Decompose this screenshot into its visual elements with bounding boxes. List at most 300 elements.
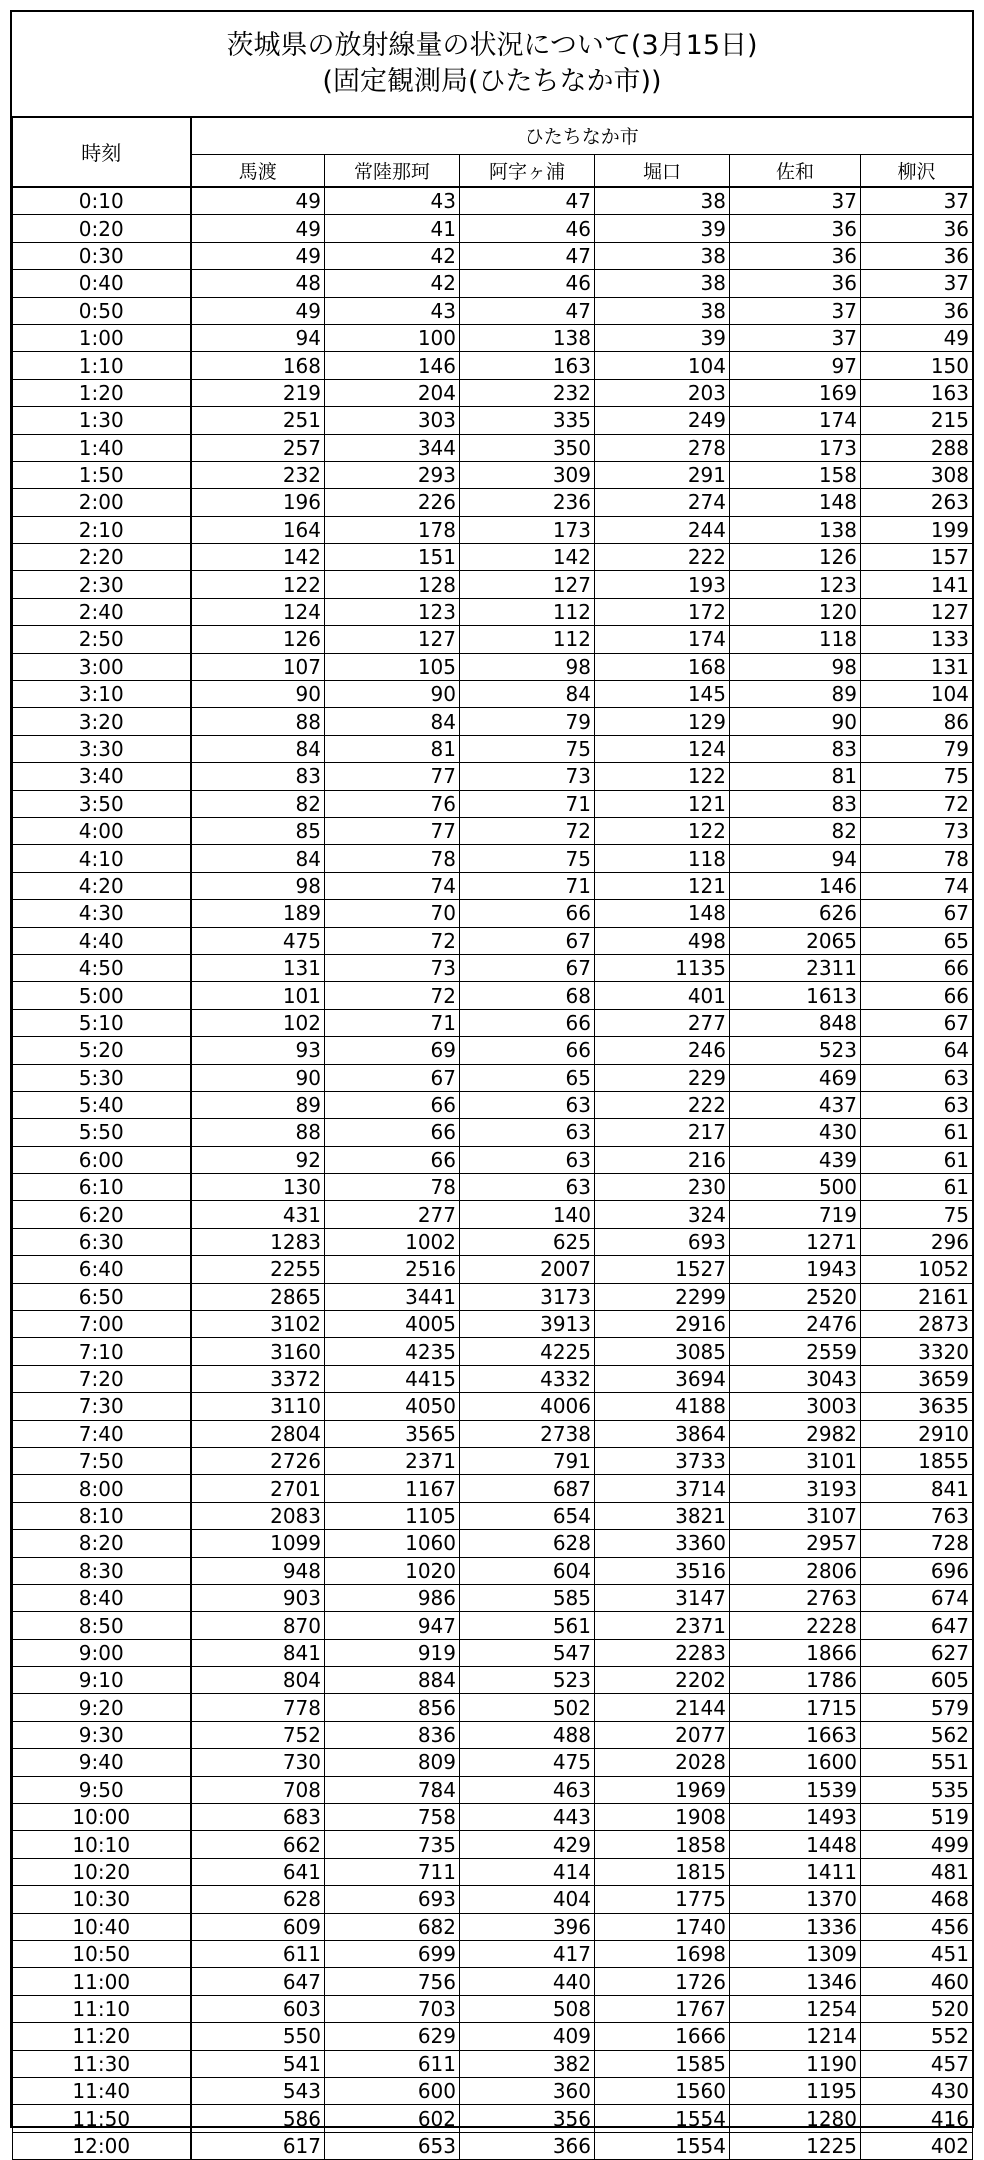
value-cell: 4050 (325, 1393, 460, 1420)
value-cell: 2202 (595, 1667, 730, 1694)
table-row (13, 1749, 973, 1776)
time-cell: 11:40 (13, 2077, 191, 2104)
value-cell: 118 (730, 626, 861, 653)
value-cell: 90 (730, 708, 861, 735)
value-cell: 1336 (730, 1913, 861, 1940)
value-cell: 547 (460, 1639, 595, 1666)
time-cell: 10:20 (13, 1858, 191, 1885)
table-row (13, 1584, 973, 1611)
value-cell: 3864 (595, 1420, 730, 1447)
value-cell: 1726 (595, 1968, 730, 1995)
value-cell: 2559 (730, 1338, 861, 1365)
value-cell: 629 (325, 2023, 460, 2050)
time-cell: 2:10 (13, 516, 191, 543)
time-cell: 3:40 (13, 763, 191, 790)
value-cell: 1815 (595, 1858, 730, 1885)
table-row (13, 1447, 973, 1474)
value-cell: 1613 (730, 982, 861, 1009)
value-cell: 682 (325, 1913, 460, 1940)
value-cell: 475 (460, 1749, 595, 1776)
value-cell: 42 (325, 242, 460, 269)
value-cell: 219 (191, 379, 325, 406)
value-cell: 38 (595, 297, 730, 324)
value-cell: 112 (460, 598, 595, 625)
time-cell: 4:10 (13, 845, 191, 872)
value-cell: 293 (325, 461, 460, 488)
value-cell: 2916 (595, 1311, 730, 1338)
value-cell: 778 (191, 1694, 325, 1721)
value-cell: 36 (861, 242, 973, 269)
value-cell: 653 (325, 2132, 460, 2159)
value-cell: 585 (460, 1584, 595, 1611)
table-row (13, 379, 973, 406)
value-cell: 1943 (730, 1256, 861, 1283)
value-cell: 457 (861, 2050, 973, 2077)
value-cell: 49 (191, 297, 325, 324)
value-cell: 61 (861, 1174, 973, 1201)
value-cell: 1280 (730, 2105, 861, 2132)
station-header: 柳沢 (861, 155, 973, 188)
table-row (13, 407, 973, 434)
value-cell: 47 (460, 242, 595, 269)
value-cell: 193 (595, 571, 730, 598)
value-cell: 2957 (730, 1530, 861, 1557)
value-cell: 71 (460, 872, 595, 899)
value-cell: 2476 (730, 1311, 861, 1338)
table-row (13, 817, 973, 844)
value-cell: 203 (595, 379, 730, 406)
value-cell: 3085 (595, 1338, 730, 1365)
value-cell: 72 (861, 790, 973, 817)
table-row (13, 1502, 973, 1529)
value-cell: 47 (460, 297, 595, 324)
table-row (13, 954, 973, 981)
value-cell: 178 (325, 516, 460, 543)
time-cell: 10:10 (13, 1831, 191, 1858)
value-cell: 74 (325, 872, 460, 899)
value-cell: 1858 (595, 1831, 730, 1858)
value-cell: 687 (460, 1475, 595, 1502)
value-cell: 324 (595, 1201, 730, 1228)
time-cell: 11:00 (13, 1968, 191, 1995)
time-cell: 7:50 (13, 1447, 191, 1474)
value-cell: 76 (325, 790, 460, 817)
value-cell: 3441 (325, 1283, 460, 1310)
value-cell: 131 (191, 954, 325, 981)
value-cell: 693 (325, 1886, 460, 1913)
value-cell: 118 (595, 845, 730, 872)
value-cell: 3565 (325, 1420, 460, 1447)
value-cell: 277 (325, 1201, 460, 1228)
value-cell: 1002 (325, 1228, 460, 1255)
value-cell: 856 (325, 1694, 460, 1721)
value-cell: 79 (861, 735, 973, 762)
radiation-table (12, 116, 973, 2160)
value-cell: 49 (191, 242, 325, 269)
value-cell: 1786 (730, 1667, 861, 1694)
value-cell: 1715 (730, 1694, 861, 1721)
table-row (13, 1420, 973, 1447)
value-cell: 61 (861, 1146, 973, 1173)
table-row (13, 790, 973, 817)
time-cell: 9:00 (13, 1639, 191, 1666)
value-cell: 146 (730, 872, 861, 899)
value-cell: 551 (861, 1749, 973, 1776)
value-cell: 1448 (730, 1831, 861, 1858)
value-cell: 654 (460, 1502, 595, 1529)
value-cell: 3659 (861, 1365, 973, 1392)
table-row (13, 1091, 973, 1118)
value-cell: 2804 (191, 1420, 325, 1447)
value-cell: 83 (730, 790, 861, 817)
value-cell: 683 (191, 1804, 325, 1831)
time-cell: 10:40 (13, 1913, 191, 1940)
value-cell: 49 (191, 187, 325, 215)
table-row (13, 2050, 973, 2077)
value-cell: 2161 (861, 1283, 973, 1310)
value-cell: 124 (595, 735, 730, 762)
value-cell: 848 (730, 1009, 861, 1036)
value-cell: 163 (861, 379, 973, 406)
value-cell: 841 (191, 1639, 325, 1666)
value-cell: 1560 (595, 2077, 730, 2104)
value-cell: 89 (191, 1091, 325, 1118)
value-cell: 2738 (460, 1420, 595, 1447)
title-box (12, 12, 972, 118)
value-cell: 81 (730, 763, 861, 790)
table-row (13, 544, 973, 571)
value-cell: 500 (730, 1174, 861, 1201)
value-cell: 730 (191, 1749, 325, 1776)
value-cell: 1740 (595, 1913, 730, 1940)
value-cell: 38 (595, 270, 730, 297)
value-cell: 1539 (730, 1776, 861, 1803)
value-cell: 84 (460, 681, 595, 708)
table-row (13, 324, 973, 351)
value-cell: 196 (191, 489, 325, 516)
value-cell: 73 (325, 954, 460, 981)
table-row (13, 571, 973, 598)
value-cell: 1225 (730, 2132, 861, 2159)
table-row (13, 1886, 973, 1913)
value-cell: 1411 (730, 1858, 861, 1885)
value-cell: 38 (595, 187, 730, 215)
time-cell: 0:20 (13, 215, 191, 242)
table-row (13, 2023, 973, 2050)
value-cell: 127 (861, 598, 973, 625)
value-cell: 2910 (861, 1420, 973, 1447)
value-cell: 1195 (730, 2077, 861, 2104)
value-cell: 128 (325, 571, 460, 598)
value-cell: 148 (595, 900, 730, 927)
value-cell: 146 (325, 352, 460, 379)
time-cell: 8:00 (13, 1475, 191, 1502)
value-cell: 344 (325, 434, 460, 461)
value-cell: 37 (861, 270, 973, 297)
value-cell: 47 (460, 187, 595, 215)
value-cell: 463 (460, 1776, 595, 1803)
time-cell: 7:20 (13, 1365, 191, 1392)
value-cell: 396 (460, 1913, 595, 1940)
value-cell: 3102 (191, 1311, 325, 1338)
time-cell: 8:50 (13, 1612, 191, 1639)
value-cell: 626 (730, 900, 861, 927)
value-cell: 174 (595, 626, 730, 653)
value-cell: 90 (191, 1064, 325, 1091)
value-cell: 84 (325, 708, 460, 735)
value-cell: 3733 (595, 1447, 730, 1474)
time-cell: 8:40 (13, 1584, 191, 1611)
value-cell: 2865 (191, 1283, 325, 1310)
value-cell: 148 (730, 489, 861, 516)
value-cell: 67 (861, 1009, 973, 1036)
table-row (13, 1667, 973, 1694)
value-cell: 488 (460, 1721, 595, 1748)
time-cell: 11:50 (13, 2105, 191, 2132)
value-cell: 791 (460, 1447, 595, 1474)
value-cell: 94 (191, 324, 325, 351)
value-cell: 78 (861, 845, 973, 872)
value-cell: 4188 (595, 1393, 730, 1420)
table-row (13, 1256, 973, 1283)
value-cell: 36 (730, 270, 861, 297)
city-group-header: ひたちなか市 (191, 117, 973, 155)
value-cell: 696 (861, 1557, 973, 1584)
value-cell: 603 (191, 1995, 325, 2022)
value-cell: 1309 (730, 1941, 861, 1968)
time-cell: 2:30 (13, 571, 191, 598)
value-cell: 63 (460, 1174, 595, 1201)
value-cell: 693 (595, 1228, 730, 1255)
table-row (13, 982, 973, 1009)
value-cell: 3372 (191, 1365, 325, 1392)
value-cell: 71 (325, 1009, 460, 1036)
value-cell: 404 (460, 1886, 595, 1913)
station-header: 阿字ヶ浦 (460, 155, 595, 188)
value-cell: 1271 (730, 1228, 861, 1255)
value-cell: 3360 (595, 1530, 730, 1557)
title-line-2: (固定観測局(ひたちなか市)) (322, 66, 662, 97)
value-cell: 366 (460, 2132, 595, 2159)
value-cell: 41 (325, 215, 460, 242)
time-cell: 5:10 (13, 1009, 191, 1036)
value-cell: 65 (460, 1064, 595, 1091)
value-cell: 4332 (460, 1365, 595, 1392)
value-cell: 70 (325, 900, 460, 927)
value-cell: 4225 (460, 1338, 595, 1365)
value-cell: 66 (861, 982, 973, 1009)
time-cell: 6:30 (13, 1228, 191, 1255)
value-cell: 611 (191, 1941, 325, 1968)
value-cell: 752 (191, 1721, 325, 1748)
value-cell: 350 (460, 434, 595, 461)
value-cell: 605 (861, 1667, 973, 1694)
table-row (13, 598, 973, 625)
value-cell: 579 (861, 1694, 973, 1721)
time-cell: 9:10 (13, 1667, 191, 1694)
table-row (13, 708, 973, 735)
value-cell: 1190 (730, 2050, 861, 2077)
value-cell: 2516 (325, 1256, 460, 1283)
value-cell: 3003 (730, 1393, 861, 1420)
table-row (13, 845, 973, 872)
value-cell: 430 (730, 1119, 861, 1146)
time-cell: 3:30 (13, 735, 191, 762)
value-cell: 431 (191, 1201, 325, 1228)
value-cell: 1214 (730, 2023, 861, 2050)
value-cell: 3635 (861, 1393, 973, 1420)
table-row (13, 1009, 973, 1036)
value-cell: 1775 (595, 1886, 730, 1913)
value-cell: 2311 (730, 954, 861, 981)
value-cell: 121 (595, 872, 730, 899)
value-cell: 1254 (730, 1995, 861, 2022)
time-cell: 1:40 (13, 434, 191, 461)
time-cell: 4:30 (13, 900, 191, 927)
table-row (13, 1694, 973, 1721)
value-cell: 2283 (595, 1639, 730, 1666)
value-cell: 674 (861, 1584, 973, 1611)
value-cell: 63 (460, 1091, 595, 1118)
time-cell: 7:30 (13, 1393, 191, 1420)
value-cell: 97 (730, 352, 861, 379)
value-cell: 604 (460, 1557, 595, 1584)
value-cell: 2228 (730, 1612, 861, 1639)
value-cell: 92 (191, 1146, 325, 1173)
value-cell: 63 (460, 1119, 595, 1146)
value-cell: 48 (191, 270, 325, 297)
value-cell: 443 (460, 1804, 595, 1831)
value-cell: 552 (861, 2023, 973, 2050)
value-cell: 37 (730, 324, 861, 351)
time-cell: 0:30 (13, 242, 191, 269)
value-cell: 130 (191, 1174, 325, 1201)
value-cell: 127 (325, 626, 460, 653)
value-cell: 65 (861, 927, 973, 954)
table-row (13, 1941, 973, 1968)
table-row (13, 2105, 973, 2132)
table-row (13, 1831, 973, 1858)
value-cell: 189 (191, 900, 325, 927)
value-cell: 84 (191, 845, 325, 872)
value-cell: 543 (191, 2077, 325, 2104)
value-cell: 335 (460, 407, 595, 434)
value-cell: 222 (595, 544, 730, 571)
value-cell: 3107 (730, 1502, 861, 1529)
value-cell: 232 (460, 379, 595, 406)
time-cell: 0:10 (13, 187, 191, 215)
value-cell: 1527 (595, 1256, 730, 1283)
value-cell: 2763 (730, 1584, 861, 1611)
table-row (13, 242, 973, 269)
value-cell: 2726 (191, 1447, 325, 1474)
value-cell: 4005 (325, 1311, 460, 1338)
value-cell: 88 (191, 708, 325, 735)
time-cell: 0:40 (13, 270, 191, 297)
time-cell: 10:50 (13, 1941, 191, 1968)
value-cell: 83 (730, 735, 861, 762)
value-cell: 562 (861, 1721, 973, 1748)
value-cell: 3913 (460, 1311, 595, 1338)
value-cell: 73 (460, 763, 595, 790)
value-cell: 104 (595, 352, 730, 379)
value-cell: 1908 (595, 1804, 730, 1831)
time-cell: 1:10 (13, 352, 191, 379)
value-cell: 75 (460, 845, 595, 872)
value-cell: 67 (460, 927, 595, 954)
table-row (13, 735, 973, 762)
value-cell: 102 (191, 1009, 325, 1036)
table-row (13, 1119, 973, 1146)
table-row (13, 1721, 973, 1748)
value-cell: 37 (730, 187, 861, 215)
value-cell: 93 (191, 1037, 325, 1064)
value-cell: 79 (460, 708, 595, 735)
value-cell: 75 (861, 1201, 973, 1228)
value-cell: 1020 (325, 1557, 460, 1584)
time-cell: 2:50 (13, 626, 191, 653)
value-cell: 291 (595, 461, 730, 488)
value-cell: 3516 (595, 1557, 730, 1584)
value-cell: 236 (460, 489, 595, 516)
value-cell: 78 (325, 845, 460, 872)
value-cell: 628 (191, 1886, 325, 1913)
table-row (13, 1557, 973, 1584)
value-cell: 3173 (460, 1283, 595, 1310)
value-cell: 66 (460, 900, 595, 927)
value-cell: 708 (191, 1776, 325, 1803)
value-cell: 122 (595, 817, 730, 844)
station-header: 堀口 (595, 155, 730, 188)
table-row (13, 1365, 973, 1392)
value-cell: 602 (325, 2105, 460, 2132)
value-cell: 46 (460, 215, 595, 242)
value-cell: 703 (325, 1995, 460, 2022)
value-cell: 39 (595, 215, 730, 242)
table-row (13, 297, 973, 324)
table-row (13, 1228, 973, 1255)
time-cell: 1:20 (13, 379, 191, 406)
value-cell: 2028 (595, 1749, 730, 1776)
table-row (13, 2077, 973, 2104)
value-cell: 2873 (861, 1311, 973, 1338)
value-cell: 884 (325, 1667, 460, 1694)
table-row (13, 1064, 973, 1091)
value-cell: 356 (460, 2105, 595, 2132)
value-cell: 36 (861, 215, 973, 242)
table-row (13, 270, 973, 297)
value-cell: 82 (191, 790, 325, 817)
value-cell: 1167 (325, 1475, 460, 1502)
value-cell: 735 (325, 1831, 460, 1858)
value-cell: 66 (325, 1119, 460, 1146)
value-cell: 600 (325, 2077, 460, 2104)
value-cell: 2255 (191, 1256, 325, 1283)
value-cell: 67 (861, 900, 973, 927)
value-cell: 75 (861, 763, 973, 790)
value-cell: 63 (861, 1091, 973, 1118)
value-cell: 71 (460, 790, 595, 817)
time-cell: 3:00 (13, 653, 191, 680)
table-row (13, 516, 973, 543)
value-cell: 122 (595, 763, 730, 790)
time-cell: 5:20 (13, 1037, 191, 1064)
value-cell: 39 (595, 324, 730, 351)
value-cell: 68 (460, 982, 595, 1009)
table-row (13, 653, 973, 680)
value-cell: 77 (325, 817, 460, 844)
value-cell: 42 (325, 270, 460, 297)
